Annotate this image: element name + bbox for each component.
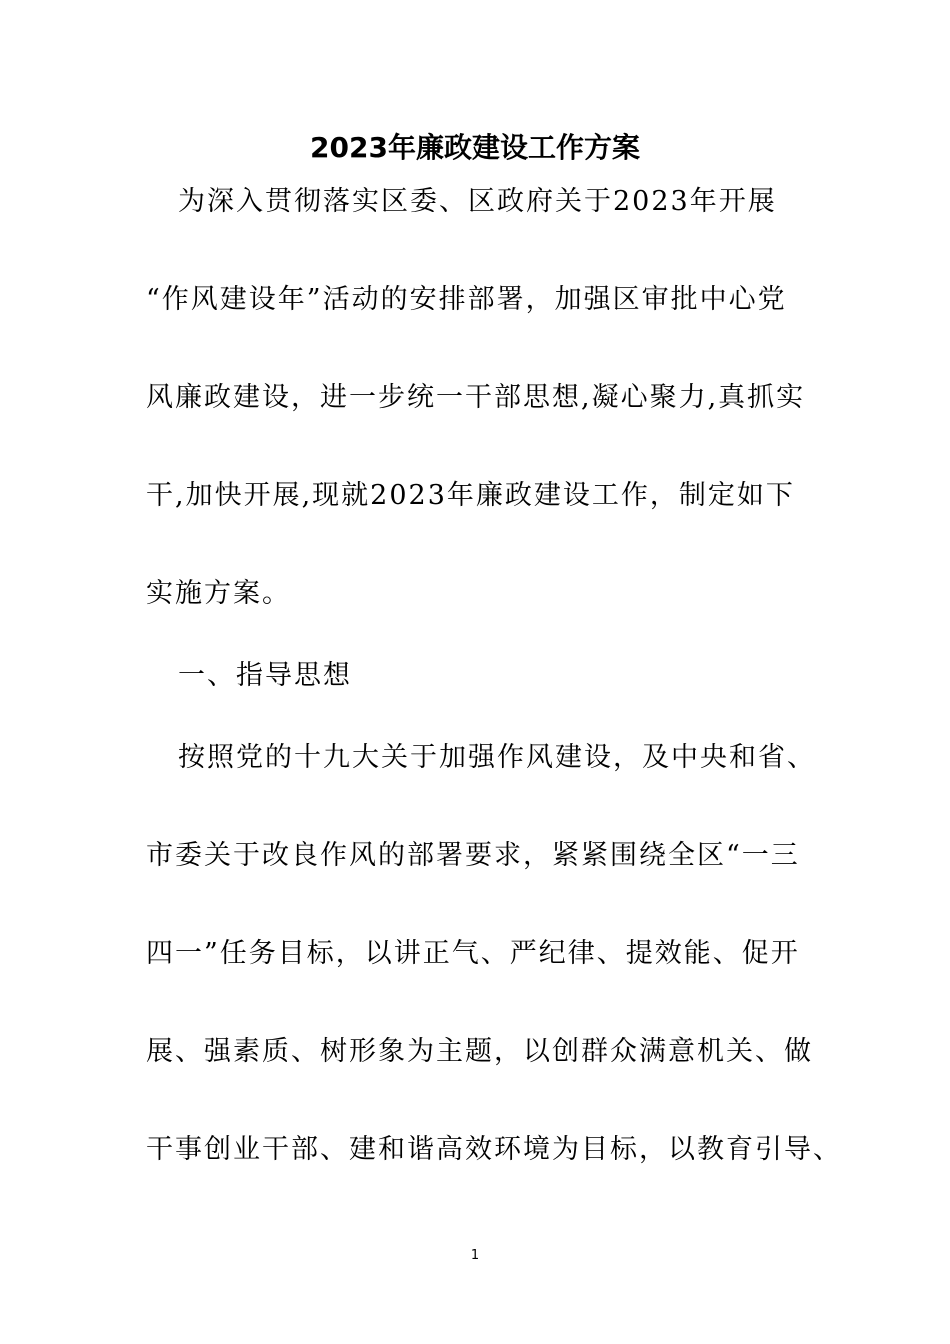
section-heading-guiding-ideology: 一、指导思想 [178, 660, 352, 691]
page-number: 1 [470, 1248, 480, 1263]
paragraph-line-10: 干事创业干部、建和谐高效环境为目标，以教育引导、 [146, 1134, 842, 1165]
paragraph-line-9: 展、强素质、树形象为主题，以创群众满意机关、做 [146, 1036, 813, 1067]
paragraph-line-1: 为深入贯彻落实区委、区政府关于2023年开展 [178, 186, 777, 217]
document-title: 2023年廉政建设工作方案 [310, 131, 640, 164]
paragraph-line-3: 风廉政建设，进一步统一干部思想,凝心聚力,真抓实 [146, 382, 806, 413]
paragraph-line-6: 按照党的十九大关于加强作风建设，及中央和省、 [178, 742, 816, 773]
paragraph-line-2: “作风建设年”活动的安排部署，加强区审批中心党 [146, 284, 787, 315]
paragraph-line-7: 市委关于改良作风的部署要求，紧紧围绕全区“一三 [146, 840, 800, 871]
paragraph-line-4: 干,加快开展,现就2023年廉政建设工作，制定如下 [146, 480, 795, 511]
paragraph-line-5: 实施方案。 [146, 578, 291, 609]
paragraph-line-8: 四一”任务目标，以讲正气、严纪律、提效能、促开 [146, 938, 800, 969]
